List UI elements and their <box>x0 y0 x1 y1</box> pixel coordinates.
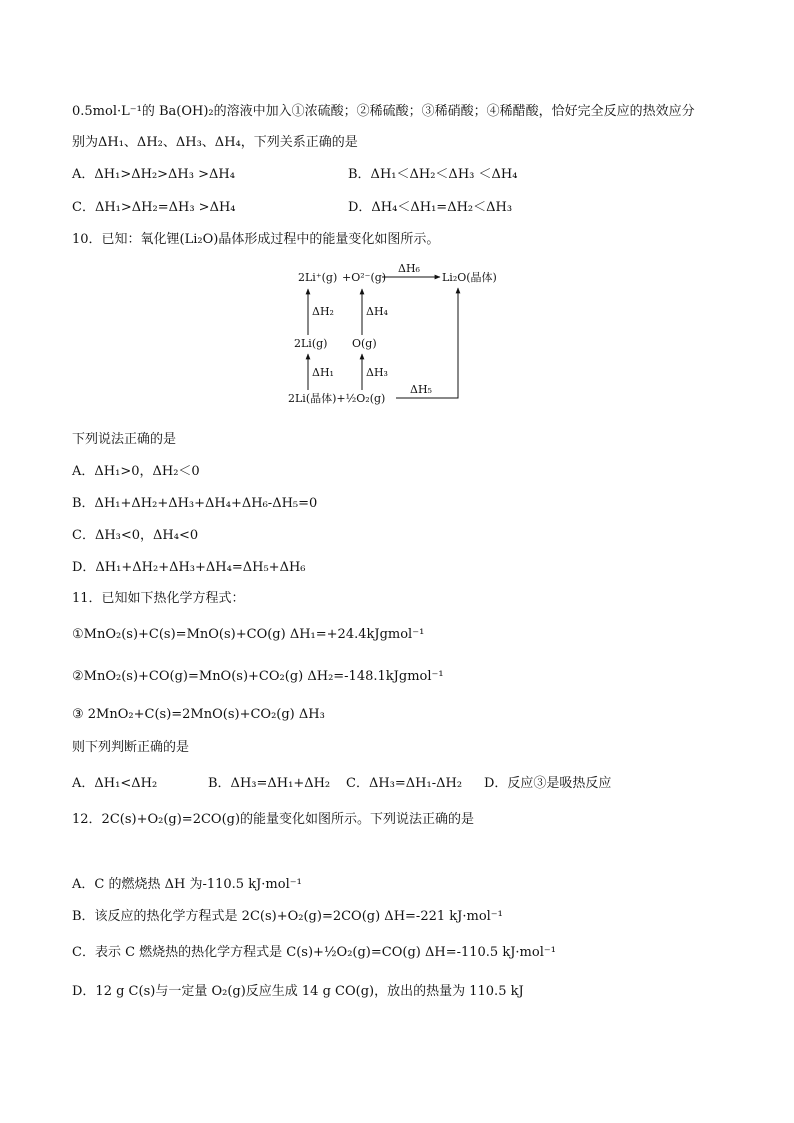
q10-option-b: B．ΔH₁+ΔH₂+ΔH₃+ΔH₄+ΔH₆-ΔH₅=0 <box>72 496 318 511</box>
q11-prompt: 则下列判断正确的是 <box>72 740 190 755</box>
q9-stem-line2: 别为ΔH₁、ΔH₂、ΔH₃、ΔH₄，下列关系正确的是 <box>72 135 358 150</box>
q12-option-a: A．C 的燃烧热 ΔH 为-110.5 kJ·mol⁻¹ <box>72 877 302 892</box>
q11-stem: 11．已知如下热化学方程式： <box>72 591 245 606</box>
q11-option-c: C．ΔH₃=ΔH₁-ΔH₂ <box>346 776 463 791</box>
q9-stem-line1: 0.5mol·L⁻¹的 Ba(OH)₂的溶液中加入①浓硫酸；②稀硫酸；③稀硝酸；④稀醋酸，恰好完全反应的热效应分 <box>72 104 695 119</box>
species-2li-gas: 2Li(g) <box>294 337 328 350</box>
label-dh6: ΔH₆ <box>398 262 420 275</box>
q9-option-c: C．ΔH₁>ΔH₂=ΔH₃ >ΔH₄ <box>72 200 236 215</box>
label-dh3: ΔH₃ <box>366 366 388 379</box>
q11-equation-2: ②MnO₂(s)+CO(g)=MnO(s)+CO₂(g) ΔH₂=-148.1kJgmol⁻¹ <box>72 669 444 684</box>
energy-cycle-svg <box>284 258 524 408</box>
q11-option-d: D．反应③是吸热反应 <box>484 776 612 791</box>
q9-option-a: A．ΔH₁>ΔH₂>ΔH₃ >ΔH₄ <box>72 167 235 182</box>
q10-option-d: D．ΔH₁+ΔH₂+ΔH₃+ΔH₄=ΔH₅+ΔH₆ <box>72 560 306 575</box>
species-li2o-crystal: Li₂O(晶体) <box>442 271 497 284</box>
label-dh2: ΔH₂ <box>312 305 334 318</box>
arrow-dh5 <box>396 288 458 398</box>
species-o2-minus-gas: +O²⁻(g) <box>342 271 387 284</box>
q9-option-d: D．ΔH₄＜ΔH₁=ΔH₂＜ΔH₃ <box>348 200 513 215</box>
q11-option-a: A．ΔH₁<ΔH₂ <box>72 776 158 791</box>
species-2li-plus-gas: 2Li⁺(g) <box>298 271 338 284</box>
q12-stem: 12．2C(s)+O₂(g)=2CO(g)的能量变化如图所示。下列说法正确的是 <box>72 812 475 827</box>
q12-option-c: C．表示 C 燃烧热的热化学方程式是 C(s)+½O₂(g)=CO(g) ΔH=-110.5 kJ·mol⁻¹ <box>72 945 556 960</box>
q10-option-a: A．ΔH₁>0，ΔH₂＜0 <box>72 464 200 479</box>
q12-option-d: D．12 g C(s)与一定量 O₂(g)反应生成 14 g CO(g)，放出的热量为 110.5 kJ <box>72 984 524 999</box>
species-o-gas: O(g) <box>352 337 377 350</box>
q11-option-b: B．ΔH₃=ΔH₁+ΔH₂ <box>208 776 331 791</box>
q11-equation-1: ①MnO₂(s)+C(s)=MnO(s)+CO(g) ΔH₁=+24.4kJgmol⁻¹ <box>72 627 425 642</box>
label-dh5: ΔH₅ <box>410 383 432 396</box>
q10-option-c: C．ΔH₃<0，ΔH₄<0 <box>72 528 199 543</box>
label-dh4: ΔH₄ <box>366 305 388 318</box>
species-2li-crystal-half-o2: 2Li(晶体)+½O₂(g) <box>288 392 386 405</box>
label-dh1: ΔH₁ <box>312 366 334 379</box>
q10-prompt: 下列说法正确的是 <box>72 432 177 447</box>
q10-stem: 10．已知：氧化锂(Li₂O)晶体形成过程中的能量变化如图所示。 <box>72 232 440 247</box>
q9-option-b: B．ΔH₁＜ΔH₂＜ΔH₃ ＜ΔH₄ <box>348 167 518 182</box>
q11-equation-3: ③ 2MnO₂+C(s)=2MnO(s)+CO₂(g) ΔH₃ <box>72 707 325 722</box>
energy-cycle-diagram <box>284 258 524 408</box>
q12-option-b: B．该反应的热化学方程式是 2C(s)+O₂(g)=2CO(g) ΔH=-221 kJ·mol⁻¹ <box>72 909 503 924</box>
